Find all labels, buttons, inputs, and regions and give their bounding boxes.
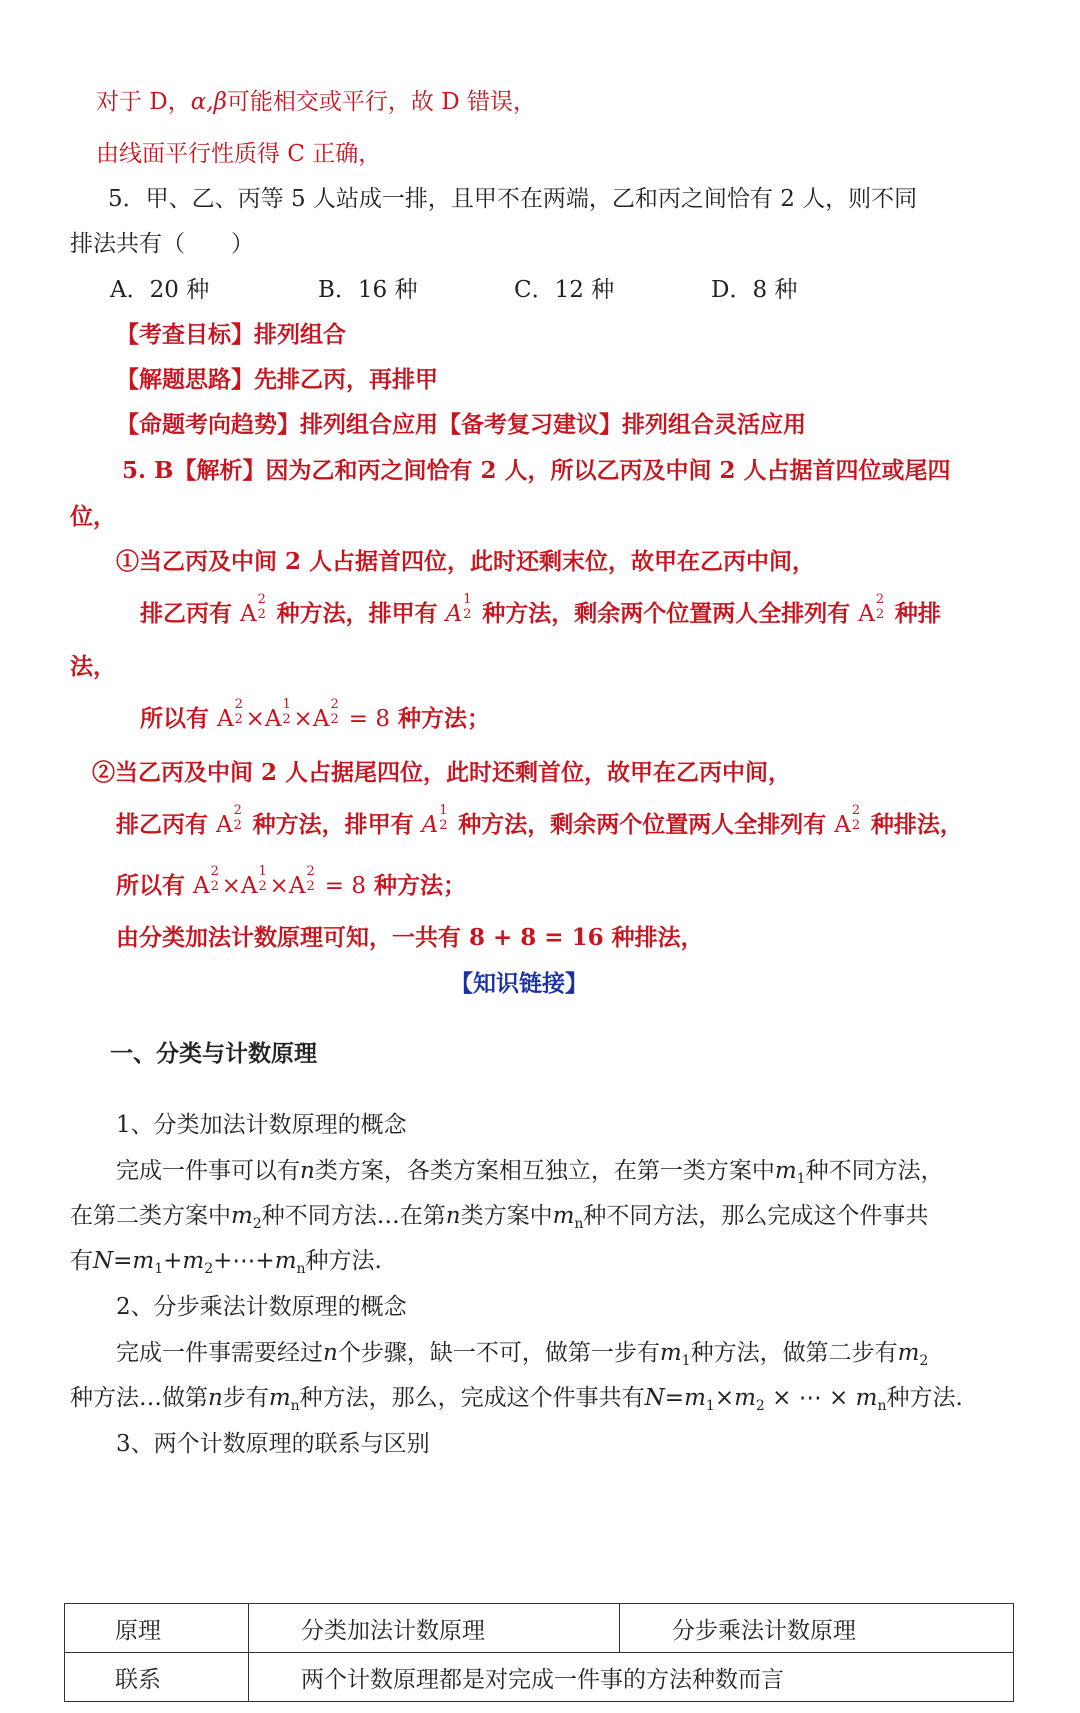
alpha-beta-math: α,β xyxy=(190,89,227,115)
solution-line-c: 由线面平行性质得 C 正确， xyxy=(96,141,382,167)
text: 种方法，排甲有 xyxy=(244,811,422,838)
table-cell: 原理 xyxy=(65,1604,249,1653)
case-1-line-2 xyxy=(140,592,941,630)
concept-1-title: 1、分类加法计数原理的概念 xyxy=(116,1112,407,1138)
knowledge-link-heading: 【知识链接】 xyxy=(450,970,588,997)
text: 排乙丙有 xyxy=(116,811,217,838)
case-1-line-4 xyxy=(140,697,490,735)
text: 所以有 xyxy=(140,705,218,732)
math-n: n xyxy=(323,1340,338,1366)
product-formula: A 2 2 ×A 1 2 ×A 2 2 = 8 xyxy=(193,864,366,899)
text: 排乙丙有 xyxy=(140,600,241,627)
question-5-line-2: 排法共有（ ） xyxy=(70,231,254,257)
answer-line-1: 5. B【解析】因为乙和丙之间恰有 2 人，所以乙丙及中间 2 人占据首四位或尾四 xyxy=(122,457,951,484)
option-c: C．12 种 xyxy=(514,277,615,303)
option-a: A．20 种 xyxy=(110,277,210,303)
sum-conclusion: 由分类加法计数原理可知，一共有 8 + 8 = 16 种排法， xyxy=(116,924,704,951)
concept-1-line-2: 在第二类方案中$m_2$种不同方法…在第n类方案中$m_n$种不同方法，那么完成这个件事共 xyxy=(70,1203,929,1232)
case-2-line-3 xyxy=(116,864,466,902)
principles-table xyxy=(64,1603,1014,1702)
table-row xyxy=(65,1604,1014,1653)
math-m1: $m_1$ xyxy=(659,1340,691,1369)
math-m2: $m_2$ xyxy=(231,1203,262,1232)
case-1-line-1: ①当乙丙及中间 2 人占据首四位，此时还剩末位，故甲在乙丙中间， xyxy=(116,548,816,575)
exam-goal: 【考查目标】排列组合 xyxy=(116,321,346,348)
a21-formula: A 1 2 xyxy=(421,803,448,838)
a21-formula: A 1 2 xyxy=(445,592,472,627)
a22-formula: A 2 2 xyxy=(240,592,266,627)
a22-formula: A 2 2 xyxy=(834,803,861,838)
text: 对于 D， xyxy=(96,89,191,115)
option-b: B．16 种 xyxy=(318,277,418,303)
answer-line-2: 位， xyxy=(70,503,116,530)
text: 所以有 xyxy=(116,872,194,899)
text: 种排法， xyxy=(862,811,963,838)
concept-2-line-2: 种方法…做第n步有$m_n$种方法，那么，完成这个件事共有$N=m_1\times m_2$ × ⋯ × $m_n$种方法. xyxy=(70,1385,963,1414)
math-m1: $m_1$ xyxy=(774,1158,806,1187)
concept-1-line-1: 完成一件事可以有n类方案，各类方案相互独立，在第一类方案中$m_1$种不同方法， xyxy=(116,1158,944,1187)
option-d: D．8 种 xyxy=(711,277,798,303)
trend-advice: 【命题考向趋势】排列组合应用【备考复习建议】排列组合灵活应用 xyxy=(116,411,806,438)
math-n: n xyxy=(208,1385,223,1411)
text: 种方法，剩余两个位置两人全排列有 xyxy=(474,600,859,627)
product-formula: A 2 2 ×A 1 2 ×A 2 2 = 8 xyxy=(217,697,390,732)
math-m2: $m_2$ xyxy=(897,1340,929,1369)
question-5-line-1: 5．甲、乙、丙等 5 人站成一排，且甲不在两端，乙和丙之间恰有 2 人，则不同 xyxy=(108,186,918,212)
concept-3-title: 3、两个计数原理的联系与区别 xyxy=(116,1431,430,1457)
table-cell: 联系 xyxy=(65,1653,249,1702)
table-cell: 分类加法计数原理 xyxy=(249,1604,620,1653)
table-row xyxy=(65,1653,1014,1702)
text: 种方法，剩余两个位置两人全排列有 xyxy=(450,811,835,838)
math-mn: $m_n$ xyxy=(552,1203,584,1232)
a22-formula: A 2 2 xyxy=(858,592,885,627)
concept-2-title: 2、分步乘法计数原理的概念 xyxy=(116,1294,407,1320)
case-1-line-3: 法， xyxy=(70,653,116,680)
a22-formula: A 2 2 xyxy=(216,803,242,838)
table-cell: 分步乘法计数原理 xyxy=(620,1604,1014,1653)
section-1-heading: 一、分类与计数原理 xyxy=(110,1040,317,1067)
solution-idea: 【解题思路】先排乙丙，再排甲 xyxy=(116,366,438,393)
concept-2-line-1: 完成一件事需要经过n个步骤，缺一不可，做第一步有$m_1$种方法，做第二步有$m_2$ xyxy=(116,1340,929,1369)
case-2-line-1: ②当乙丙及中间 2 人占据尾四位，此时还剩首位，故甲在乙丙中间， xyxy=(92,759,792,786)
text: 种方法； xyxy=(365,872,466,899)
product-formula: $N=m_1\times m_2$ × ⋯ × $m_n$ xyxy=(644,1385,887,1414)
text: 可能相交或平行，故 D 错误， xyxy=(226,89,536,115)
solution-line-d xyxy=(96,86,536,118)
text: 种排 xyxy=(886,600,941,627)
text: 种方法，排甲有 xyxy=(268,600,446,627)
math-n: n xyxy=(445,1203,461,1229)
concept-1-line-3: 有$N=m_1+m_2+\cdots+m_n$种方法. xyxy=(70,1248,382,1277)
case-2-line-2 xyxy=(116,803,963,841)
text: 种方法； xyxy=(389,705,490,732)
sum-formula: $N=m_1+m_2+\cdots+m_n$ xyxy=(93,1248,306,1277)
table-cell: 两个计数原理都是对完成一件事的方法种数而言 xyxy=(249,1653,1014,1702)
math-mn: $m_n$ xyxy=(268,1385,300,1414)
math-n: n xyxy=(300,1158,315,1184)
